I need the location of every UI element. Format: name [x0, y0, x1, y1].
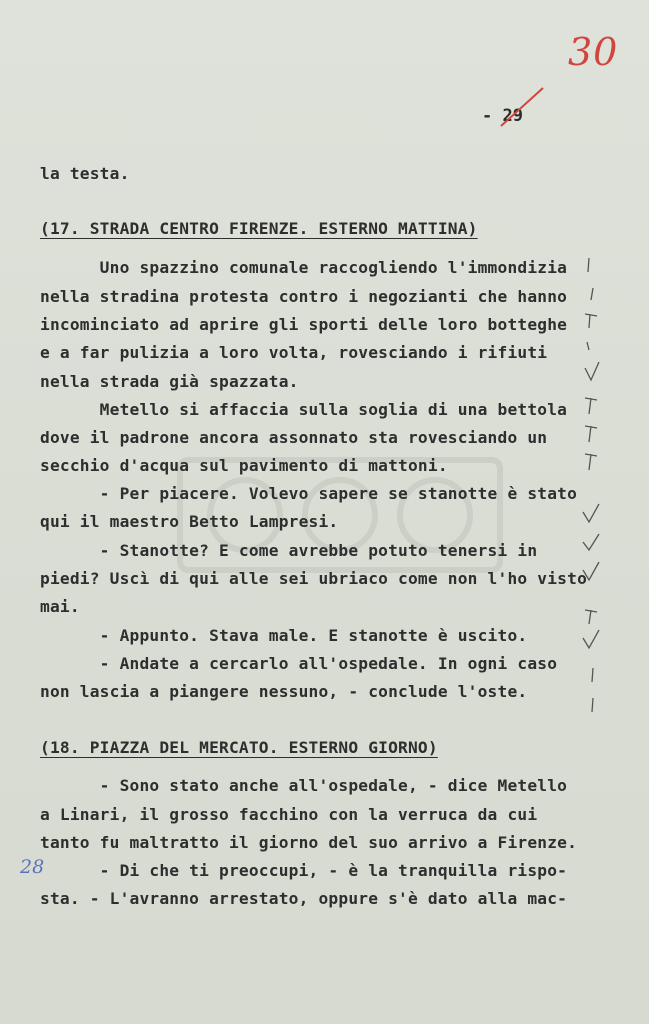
text-line: e a far pulizia a loro volta, rovesciando i rifiuti	[40, 343, 548, 362]
text-line: qui il maestro Betto Lampresi.	[40, 512, 339, 531]
text-line: la testa.	[40, 164, 130, 183]
text-line: - Stanotte? E come avrebbe potuto tenersi in	[40, 541, 538, 560]
strikethrough-mark	[497, 86, 547, 128]
margin-tick-marks	[575, 250, 615, 720]
text-line: - Andate a cercarlo all'ospedale. In ogni caso	[40, 654, 558, 673]
text-line: piedi? Uscì di qui alle sei ubriaco come non l'ho visto	[40, 569, 588, 588]
text-line: - Di che ti preoccupi, - è la tranquilla rispo-	[40, 861, 568, 880]
text-line: non lascia a piangere nessuno, - conclude l'oste.	[40, 682, 528, 701]
scene-heading: (18. PIAZZA DEL MERCATO. ESTERNO GIORNO)	[40, 738, 438, 757]
text-line: - Sono stato anche all'ospedale, - dice Metello	[40, 776, 568, 795]
text-line: sta. - L'avranno arrestato, oppure s'è dato alla mac-	[40, 889, 568, 908]
typed-page-number: - 29	[482, 106, 523, 126]
text-line: nella strada già spazzata.	[40, 372, 299, 391]
text-line: Uno spazzino comunale raccogliendo l'immondizia	[40, 258, 568, 277]
handwritten-page-number: 30	[568, 30, 619, 74]
text-line: - Per piacere. Volevo sapere se stanotte è stato	[40, 484, 578, 503]
text-line: secchio d'acqua sul pavimento di mattoni.	[40, 456, 448, 475]
text-line: tanto fu maltratto il giorno del suo arrivo a Firenze.	[40, 833, 578, 852]
text-line: dove il padrone ancora assonnato sta rovesciando un	[40, 428, 548, 447]
text-line: Metello si affaccia sulla soglia di una bettola	[40, 400, 568, 419]
text-line: mai.	[40, 597, 80, 616]
handwritten-margin-number: 28	[20, 856, 45, 878]
text-line: incominciato ad aprire gli sporti delle loro botteghe	[40, 315, 568, 334]
text-line: - Appunto. Stava male. E stanotte è uscito.	[40, 626, 528, 645]
text-line: nella stradina protesta contro i negozianti che hanno	[40, 287, 568, 306]
scene-heading: (17. STRADA CENTRO FIRENZE. ESTERNO MATTINA)	[40, 219, 478, 238]
text-line: a Linari, il grosso facchino con la verruca da cui	[40, 805, 538, 824]
